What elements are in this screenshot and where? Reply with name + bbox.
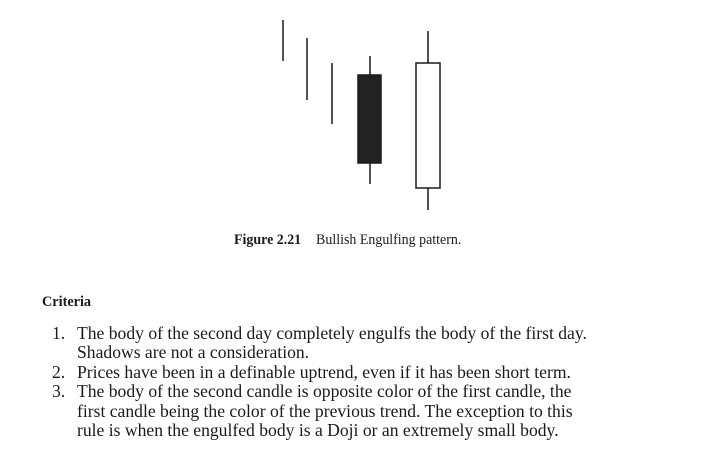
- criteria-item-text: Shadows are not a consideration.: [77, 342, 310, 363]
- criteria-item-number: 1.: [52, 323, 66, 343]
- trend-shadow-lines: [283, 20, 332, 124]
- criteria-item-number: 3.: [52, 381, 66, 402]
- criteria-item-number: 2.: [52, 361, 66, 382]
- criteria-item-text: rule is when the engulfed body is a Doji or an extremely small body.: [77, 420, 559, 441]
- criteria-item-text: first candle being the color of the previous trend. The exception to this: [77, 400, 573, 421]
- bearish-candle-body: [358, 75, 381, 163]
- figure-caption-label: Figure 2.21: [234, 232, 302, 248]
- figure-caption-text: Bullish Engulfing pattern.: [316, 232, 462, 248]
- criteria-item: [46, 363, 706, 382]
- figure-caption: [234, 232, 461, 249]
- bearish-candle: [358, 56, 381, 184]
- criteria-item: [46, 382, 706, 440]
- criteria-item: [46, 324, 706, 363]
- candlestick-figure: [0, 0, 717, 220]
- criteria-item-text: The body of the second candle is opposite color of the first candle, the: [77, 381, 572, 402]
- criteria-item-text: Prices have been in a definable uptrend, even if it has been short term.: [77, 361, 571, 382]
- criteria-list: [46, 324, 706, 440]
- criteria-item-text: The body of the second day completely engulfs the body of the first day.: [77, 323, 587, 343]
- bullish-candle: [416, 31, 440, 210]
- bullish-candle-body: [416, 63, 440, 188]
- criteria-heading: Criteria: [42, 294, 92, 310]
